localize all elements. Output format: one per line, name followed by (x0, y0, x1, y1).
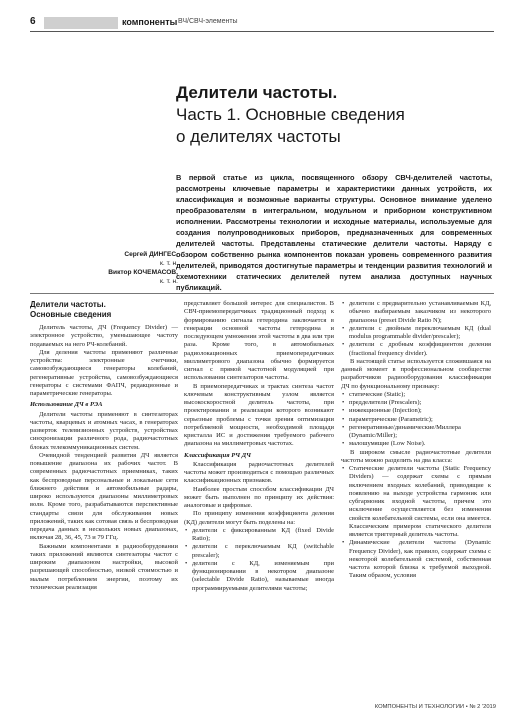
author-name: Виктор КОЧЕМАСОВ, (108, 269, 178, 276)
paragraph: Делители частоты применяют в синтезаторах частоты, кварцевых и атомных часах, в генераторах разверток телевизионных устройств, устройствах синхронизации различного рода, радиочастотных блоках телекоммуникационных систем. (30, 410, 178, 451)
column-3 (341, 300, 491, 581)
paragraph: представляет большой интерес для специалистов. В СВЧ-приемопередатчиках традиционный подход к формированию сигнала гетеродина заключается в генерации основной частоты гетеродина и последующем умножении этой частоты в два или три раза. Кроме того, в автомобильных радиолокационных приемопередатчиках миллиметрового диапазона обычно формируется сигнал с прямой частотной модуляцией при использовании синтезаторов частоты. (184, 300, 334, 382)
list-item: • Статические делители частоты (Static Frequency Dividers) — содержат схемы с прямым включением входных колебаний, приводящие к появлению на выходе устройства гармоник или субгармоник входной частоты, причем это исключение осуществляется без изменения свойств колебательной системы, если она имеется. Классическим примером статического делителя является триггерный делитель частоты. (341, 465, 491, 539)
list-item: • Динамические делители частоты (Dynamic Frequency Divider), как правило, содержат схемы с некоторой колебательной системой, собственная частота которой близка к требуемой выходной. Таким образом, условия (341, 539, 491, 580)
paragraph: По принципу изменения коэффициента деления (КД) делители могут быть поделены на: (184, 510, 334, 526)
section-heading (30, 300, 178, 320)
article-lead: В первой статье из цикла, посвященного обзору СВЧ-делителей частоты, рассмотрены ключевые параметры и характеристики данных устройств, их классификация и возможные варианты структуры. Основное внимание уделено преобразователям в интегральном, модульном и приборном конструктивном исполнении. Рассмотрены технологии и исходные материалы, используемые для создания полупроводниковых приборов, предназначенных для современных делителей частоты. Представлены статические делители частоты. Наряду с обзором собственно рынка компонентов показан уровень современного развития делителей, приводятся достигнутые параметры и тенденции развития технологий и схемотехники статических делителей путем анализа доступных научных публикаций. (176, 173, 492, 292)
list-item: • параметрические (Parametric); (341, 416, 491, 424)
section-rule (30, 293, 494, 294)
paragraph: Классификация радиочастотных делителей частоты может производиться с помощью различных классификационных признаков. (184, 460, 334, 485)
paragraph: В приемопередатчиках и трактах синтеза частот ключевым конструктивным узлом является высокоскоростной делитель частоты, при проектировании и реализации которого возникают серьезные проблемы с точки зрения оптимизации потребляемой мощности, необходимой площади кристалла ИС и достижения требуемого рабочего диапазона на миллиметровых частотах. (184, 382, 334, 448)
subheading: Классификация РЧ ДЧ (184, 451, 251, 459)
paragraph: Делитель частоты, ДЧ (Frequency Divider) — электронное устройство, уменьшающее частоту подаваемых на него РЧ-колебаний. (30, 324, 178, 348)
paragraph: В настоящей статье используется сложившаяся на данный момент в профессиональном сообществе разработчиков радиооборудования классификация ДЧ по функциональному признаку: (341, 357, 491, 390)
subsection-title: ВЧ/СВЧ-элементы (178, 18, 238, 25)
paragraph: Важными компонентами в радиооборудовании таких приложений являются синтезаторы частот с широким диапазоном настройки, высокой разрешающей способностью, низкой стоимостью и малым потреблением энергии, поэтому их техническая реализация (30, 542, 178, 591)
column-2 (184, 300, 334, 593)
article-title (176, 82, 486, 148)
paragraph: Очевидной тенденцией развития ДЧ является повышение диапазона их рабочих частот. В современных радиочастотных приемниках, таких как беспроводные персональные и локальные сети ближнего действия и автомобильные радары, широко используются диапазоны миллиметровых волн. Кроме того, разрабатываются перспективные стандарты связи для обслуживания новых приложений, таких как сотовая связь и беспроводная передача данных в нескольких новых диапазонах, включая 28, 36, 45, 73 и 79 ГГц. (30, 451, 178, 542)
section-title: компоненты (122, 17, 178, 27)
paragraph: В широком смысле радиочастотные делители частоты можно разделить на два класса: (341, 448, 491, 464)
author-degree: к. т. н. (160, 278, 178, 285)
heading-line-2: Основные сведения (30, 310, 112, 319)
author-degree: к. т. н. (160, 260, 178, 267)
list-item: • статические (Static); (341, 391, 491, 399)
header-rule (30, 31, 494, 32)
list-item: • делители с дробным коэффициентом деления (fractional frequency divider). (341, 341, 491, 358)
list-item: • делители с фиксированным КД (fixed Divide Ratio); (184, 527, 334, 544)
title-line-2: Часть 1. Основные сведения (176, 105, 405, 124)
list-item: • предделители (Prescalers); (341, 399, 491, 407)
list-item: • малошумящие (Low Noise). (341, 440, 491, 448)
column-1 (30, 300, 178, 592)
list-item: • инжекционные (Injection); (341, 407, 491, 415)
paragraph: Для деления частоты применяют различные устройства: электронные счетчики, самовозбуждающиеся генераторы колебаний, регенеративные устройства, самовозбуждающиеся генераторы с системами ФАПЧ, редакционные и параметрические генераторы. (30, 348, 178, 397)
author-name: Сергей ДИНГЕС, (124, 251, 178, 258)
list-item: • делители с предварительно устанавливаемым КД, обычно выбираемым заказчиком из некоторого диапазона (preset Divide Ratio N); (341, 300, 491, 325)
section-band (44, 17, 118, 29)
page-footer: КОМПОНЕНТЫ И ТЕХНОЛОГИИ • № 2 '2019 (374, 704, 496, 710)
list-item: • делители с КД, изменяемым при функционировании в некотором диапазоне (selectable Divide Ratio), называемые иногда программируемыми делителями частоты; (184, 560, 334, 593)
authors (108, 250, 178, 286)
title-line-1: Делители частоты. (176, 83, 338, 102)
list-item: • делители с переключаемым КД (switchable prescaler); (184, 543, 334, 560)
title-line-3: о делителях частоты (176, 127, 341, 146)
paragraph: Наиболее простым способом классификации ДЧ может быть выполнен по принципу их действия: аналоговые и цифровые. (184, 485, 334, 509)
list-item: • делители с двойным переключаемым КД (dual modulus programmable divider/prescaler); (341, 325, 491, 342)
list-item: • регенеративные/динамические/Миллера (Dynamic/Miller); (341, 424, 491, 441)
subheading: Использование ДЧ в РЭА (30, 401, 103, 409)
heading-line-1: Делители частоты. (30, 300, 106, 309)
page-number: 6 (30, 16, 36, 27)
page-header (30, 16, 494, 30)
